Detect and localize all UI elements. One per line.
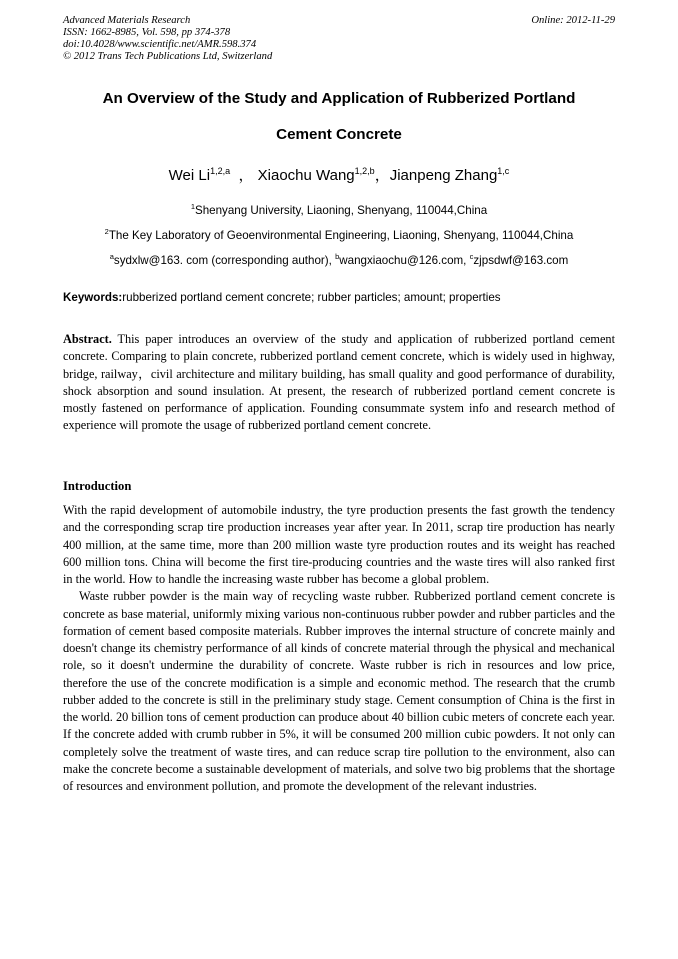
journal-header	[63, 15, 615, 63]
journal-name: Advanced Materials Research	[63, 15, 191, 26]
affiliation-text: The Key Laboratory of Geoenvironmental Engineering, Liaoning, Shenyang, 110044,China	[108, 229, 574, 242]
section-heading-introduction: Introduction	[63, 479, 132, 493]
author-name: Jianpeng Zhang	[389, 167, 498, 184]
issn-line: ISSN: 1662-8985, Vol. 598, pp 374-378	[63, 27, 231, 38]
email-sup: b	[335, 252, 340, 261]
email-sup: a	[109, 252, 114, 261]
author-emails	[63, 253, 615, 269]
doi-line[interactable]: doi:10.4028/www.scientific.net/AMR.598.374	[63, 39, 257, 50]
email-text[interactable]: zjpsdwf@163.com	[473, 254, 569, 267]
author-separator: ，	[374, 167, 390, 184]
abstract-text: This paper introduces an overview of the study and application of rubberized portland cement concrete. Comparing to plain concrete, rubberized portland cement concrete, which is widely used in highway, bridge, railway，civil architecture and military building, has small quality and good performance of durability, shock absorption and sound insulation. At present, the research of rubberized portland cement concrete is mostly fastened on performance of application. Founding consummate system info and research method of experience will promote the usage of rubberized portland cement concrete.	[63, 332, 615, 433]
paper-title-line-1: An Overview of the Study and Application of Rubberized Portland	[102, 90, 576, 107]
email-text[interactable]: wangxiaochu@126.com,	[339, 254, 470, 267]
paragraph: With the rapid development of automobile industry, the tyre production presents the fast growth the tendency and the corresponding scrap tire production increases year after year. In 2011, scrap tire production has nearly 400 million, at the same time, more than 200 million waste tyre production routes and its weight has reached 600 million tons. China will become the first tire-producing countries and the waste tires will also ranked first in the world. How to handle the increasing waste rubber has become a global problem.	[63, 503, 615, 586]
author-name: Wei Li	[168, 167, 211, 184]
email-sup: c	[469, 252, 474, 261]
affiliation-text: Shenyang University, Liaoning, Shenyang, 110044,China	[194, 204, 488, 217]
author-name: Xiaochu Wang	[257, 167, 355, 184]
author-affiliation-sup: 1,2,b	[354, 166, 375, 176]
introduction-body	[63, 502, 615, 795]
copyright-line: © 2012 Trans Tech Publications Ltd, Switzerland	[63, 51, 273, 62]
affiliation-sup: 1	[190, 202, 195, 211]
paper-title-line-2: Cement Concrete	[276, 126, 402, 143]
online-date: Online: 2012-11-29	[531, 15, 615, 26]
keywords-label: Keywords:	[63, 291, 123, 304]
affiliation-sup: 2	[104, 227, 109, 236]
affiliation-2	[63, 228, 615, 244]
abstract-label: Abstract.	[63, 332, 112, 346]
author-separator: ，	[238, 167, 254, 184]
email-text[interactable]: sydxlw@163. com (corresponding author),	[113, 254, 336, 267]
keywords-text: rubberized portland cement concrete; rubber particles; amount; properties	[122, 291, 501, 304]
abstract	[63, 331, 615, 435]
keywords	[63, 290, 623, 306]
paragraph: Waste rubber powder is the main way of recycling waste rubber. Rubberized portland cement concrete is concrete as base material, uniformly mixing various non-continuous rubber powder and rubber particles and the formation of cement based composite materials. Rubber improves the internal structure of concrete mainly and doesn't change its chemistry performance of all kinds of concrete material through the physical and mechanical role, so it doesn't undermine the durability of concrete. Waste rubber is rich in resources and low price, therefore the use of the concrete modification is a simple and economic method. The research that the crumb rubber added to the concrete is still in the preliminary study stage. Cement consumption of China is the first in the world. 20 billion tons of cement production can produce about 40 billion cubic meters of concrete each year. If the concrete added with crumb rubber in 5%, it will be consumed 200 million cubic powders. It not only can completely solve the treatment of waste tires, and can reduce scrap tire pollution to the environment, also can make the concrete become a sustainable development of materials, and solve two big problems that the shortage of resources and environment pollution, and promote the development of the relevant industries.	[63, 589, 615, 793]
author-list	[63, 166, 615, 186]
affiliation-1	[63, 203, 615, 219]
author-affiliation-sup: 1,c	[497, 166, 510, 176]
author-affiliation-sup: 1,2,a	[210, 166, 231, 176]
